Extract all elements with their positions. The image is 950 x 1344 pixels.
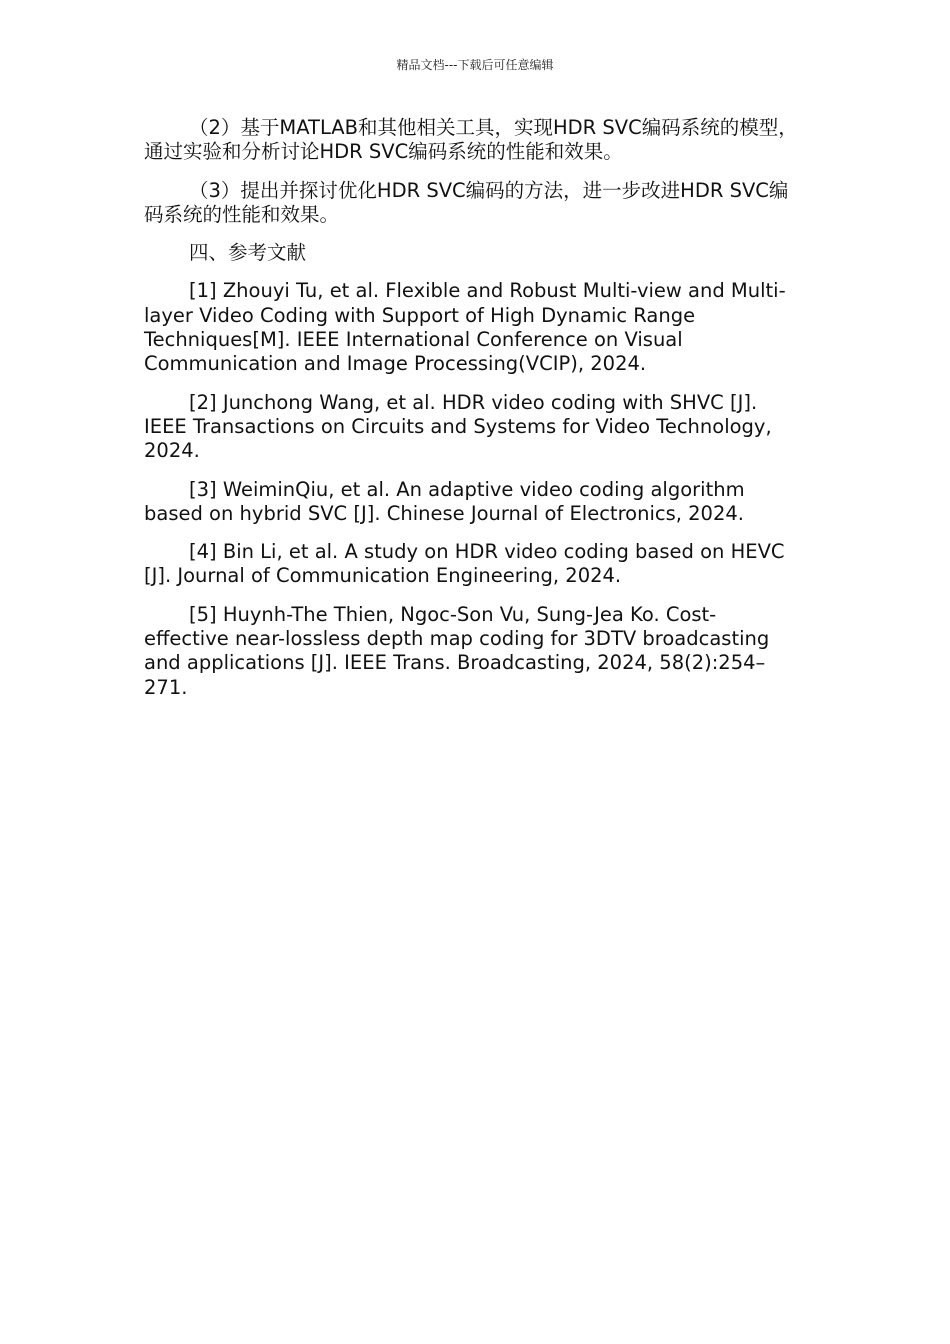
reference-item: [2] Junchong Wang, et al. HDR video coding with SHVC [J]. IEEE Transactions on Circuits and Systems for Video Technology, 2024. bbox=[144, 390, 772, 463]
page-header: 精品文档---下载后可任意编辑 bbox=[396, 58, 554, 72]
reference-item: [5] Huynh-The Thien, Ngoc-Son Vu, Sung-Jea Ko. Cost-effective near-lossless depth map coding for 3DTV broadcasting and applications [J]. IEEE Trans. Broadcasting, 2024, 58(2):254–271. bbox=[144, 602, 770, 699]
paragraph-objective-2: （2）基于MATLAB和其他相关工具，实现HDR SVC编码系统的模型，通过实验和分析讨论HDR SVC编码系统的性能和效果。 bbox=[144, 116, 798, 164]
document-body bbox=[144, 116, 800, 714]
section-heading-references: 四、参考文献 bbox=[189, 241, 307, 265]
reference-item: [3] WeiminQiu, et al. An adaptive video coding algorithm based on hybrid SVC [J]. Chinese Journal of Electronics, 2024. bbox=[144, 477, 745, 525]
paragraph-objective-3: （3）提出并探讨优化HDR SVC编码的方法，进一步改进HDR SVC编码系统的性能和效果。 bbox=[144, 178, 789, 226]
reference-item: [4] Bin Li, et al. A study on HDR video coding based on HEVC [J]. Journal of Communication Engineering, 2024. bbox=[144, 540, 785, 588]
reference-item: [1] Zhouyi Tu, et al. Flexible and Robust Multi-view and Multi-layer Video Coding with Support of High Dynamic Range Techniques[M]. IEEE International Conference on Visual Communication and Image Processing(VCIP), 2024. bbox=[144, 279, 786, 376]
